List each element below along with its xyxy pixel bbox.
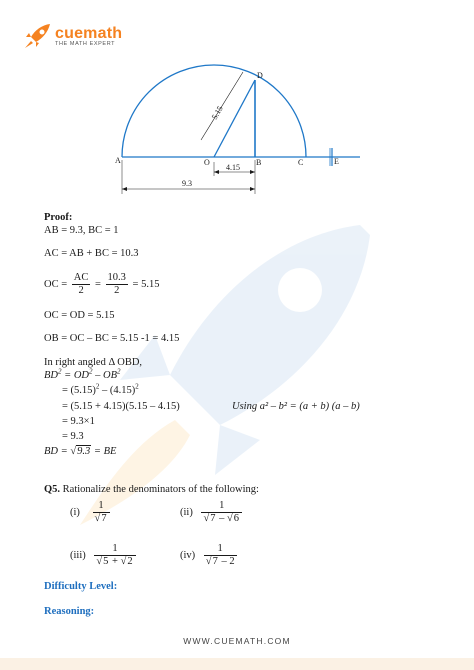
length-ob: 4.15 <box>226 163 240 172</box>
brand-tagline: THE MATH EXPERT <box>55 41 116 47</box>
difficulty-level-label: Difficulty Level: <box>44 581 118 592</box>
label-c: C <box>298 158 304 167</box>
footer-bar <box>0 658 474 670</box>
question-5 <box>44 484 259 496</box>
proof-step-squares: = $(5.15)^2 - (4.15)^2$ <box>62 382 139 396</box>
part-iv: (iv) $\frac{1}{√7 - 2}$ <box>180 543 235 567</box>
label-a: A <box>115 156 121 165</box>
proof-step-product: = 9.3×1 <box>62 416 95 427</box>
proof-line-ob: OB = OC – BC = 5.15 -1 = 4.15 <box>44 333 180 344</box>
proof-oc-equation: OC = $\frac{AC}{2}$ = $\frac{10.3}{2}$ = 5.15 <box>44 272 160 296</box>
length-ab: 9.3 <box>182 179 192 188</box>
proof-line-triangle: In right angled Δ OBD, <box>44 357 143 368</box>
label-b: B <box>256 158 262 167</box>
length-od: 5.15 <box>209 104 225 121</box>
question-text: Rationalize the denominators of the following: <box>62 484 259 495</box>
proof-pythagoras: $BD^2 = OD^2 - OB^2$ <box>44 367 121 381</box>
part-i: (i) $\frac{1}{√7}$ <box>70 500 112 525</box>
part-iii: (iii) $\frac{1}{√5 + √2}$ <box>70 543 138 568</box>
reasoning-label: Reasoning: <box>44 606 95 617</box>
proof-line-oc-od: OC = OD = 5.15 <box>44 310 115 321</box>
radius-od <box>214 80 255 157</box>
identity-note: Using a² – b² = (a + b) (a – b) <box>232 401 360 412</box>
proof-line-ab-bc: AB = 9.3, BC = 1 <box>44 225 119 236</box>
dimension-od <box>201 72 243 140</box>
footer-website-link[interactable]: WWW.CUEMATH.COM <box>183 636 291 646</box>
proof-line-ac: AC = AB + BC = 10.3 <box>44 248 139 259</box>
semicircle-construction-diagram <box>110 62 370 202</box>
proof-final: BD = √9.3 = BE <box>44 446 117 457</box>
label-e: E <box>334 157 339 166</box>
proof-step-factor: = (5.15 + 4.15)(5.15 – 4.15) <box>62 401 180 412</box>
label-o: O <box>204 158 210 167</box>
proof-step-result: = 9.3 <box>62 431 84 442</box>
question-number: Q5. <box>44 484 61 495</box>
part-ii: (ii) $\frac{1}{√7 - √6}$ <box>180 500 244 525</box>
label-d: D <box>257 71 263 80</box>
proof-heading: Proof: <box>44 212 73 223</box>
cuemath-rocket-logo-icon <box>22 22 52 50</box>
brand-name: cuemath <box>55 25 123 42</box>
